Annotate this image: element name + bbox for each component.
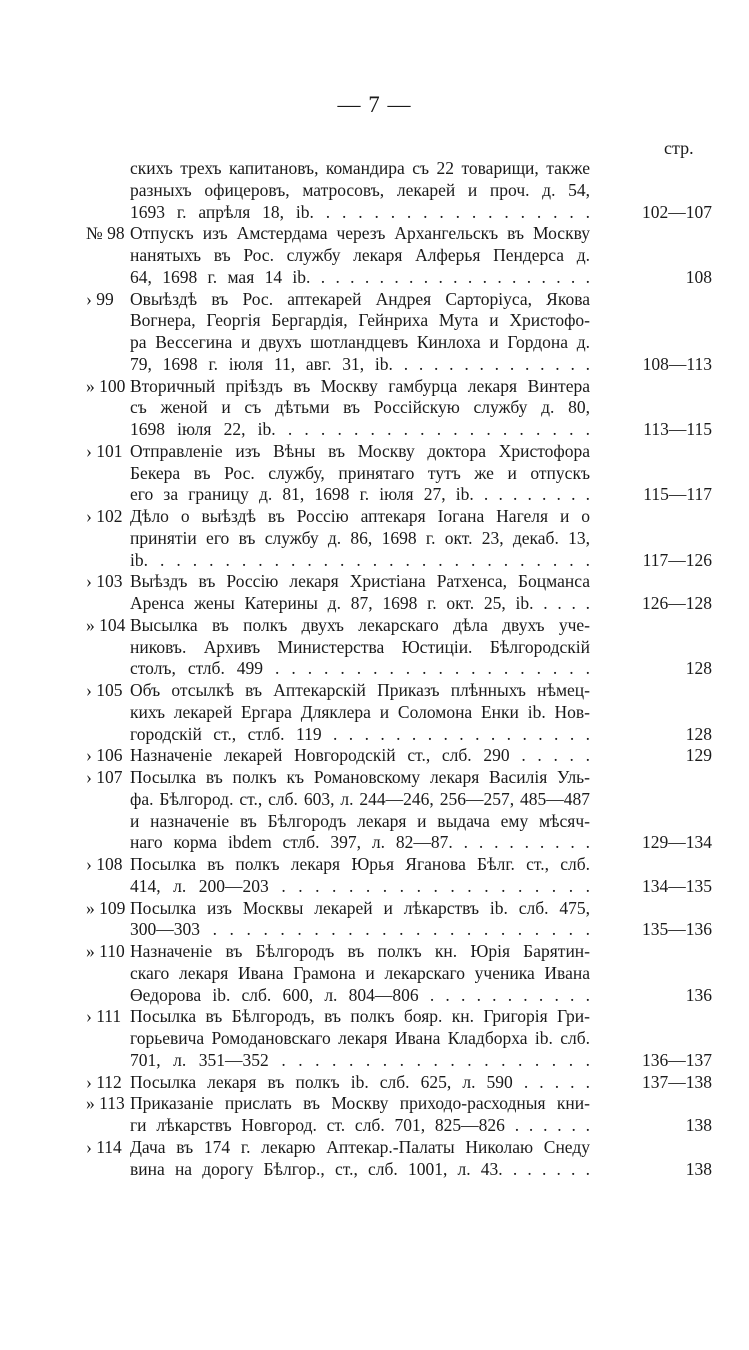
- entry-line: скихъ трехъ капитановъ, командира съ 22 товарищи, также: [130, 158, 590, 178]
- entry-line: Бекера въ Рос. службу, принятаго тутъ же и отпускъ: [130, 462, 590, 483]
- entry-line: фа. Бѣлгород. ст., слб. 603, л. 244—246, 256—257, 485—487: [130, 788, 590, 809]
- entry-page-range: 138: [685, 1158, 712, 1179]
- entry-page-range: 136: [685, 984, 712, 1005]
- entry-description: [130, 1137, 590, 1181]
- entry-line: Посылка въ Бѣлгородъ, въ полкъ бояр. кн. Григорія Гри-: [130, 1006, 590, 1027]
- entry-number: › 114: [86, 1136, 122, 1157]
- toc-entry: [86, 745, 712, 767]
- entry-line: и назначеніе въ Бѣлгородъ лекаря и выдача ему мѣсяч-: [130, 810, 590, 831]
- entry-page-range: 102—107: [642, 201, 712, 222]
- entry-line: городскій ст., стлб. 119 . . . . . . . . . . . . . . . . .: [130, 723, 590, 744]
- entry-page-range: 108—113: [642, 353, 712, 374]
- page-number: — 7 —: [337, 92, 412, 117]
- entry-line: никовъ. Архивъ Министерства Юстиціи. Бѣлгородскій: [130, 636, 590, 657]
- entry-line: Отправленіе изъ Вѣны въ Москву доктора Христофора: [130, 440, 590, 461]
- entry-number: » 100: [86, 375, 126, 396]
- entry-number: » 109: [86, 897, 126, 918]
- entry-description: [130, 376, 590, 441]
- entry-line: 414, л. 200—203 . . . . . . . . . . . . . . . . . . .: [130, 875, 590, 896]
- entry-line: Дѣло о выѣздѣ въ Россію аптекаря Іогана Нагеля и о: [130, 506, 590, 526]
- entry-number: › 103: [86, 571, 123, 592]
- entry-number: › 111: [86, 1006, 122, 1027]
- entry-page-range: 134—135: [642, 875, 712, 896]
- entry-description: [130, 289, 590, 376]
- entry-page-range: 137—138: [642, 1071, 712, 1092]
- entry-line: Вогнера, Георгія Бергардія, Гейнриха Мута и Христофо-: [130, 310, 590, 331]
- toc-entry: [86, 898, 712, 942]
- entry-page-range: 128: [685, 723, 712, 744]
- entry-description: [130, 680, 590, 745]
- entry-number: » 113: [86, 1093, 125, 1114]
- toc-entry: [86, 223, 712, 288]
- entry-number: › 102: [86, 506, 123, 526]
- entry-line: 64, 1698 г. мая 14 ib. . . . . . . . . . . . . . . . . . . .: [130, 266, 590, 287]
- entry-page-range: 115—117: [643, 484, 712, 505]
- entry-line: 1698 іюля 22, ib. . . . . . . . . . . . . . . . . . . .: [130, 419, 590, 439]
- toc-entry: [86, 441, 712, 506]
- entry-description: [130, 506, 590, 571]
- entry-line: Высылка въ полкъ двухъ лекарскаго дѣла двухъ уче-: [130, 614, 590, 635]
- toc-entry: [86, 158, 712, 223]
- entry-line: Дача въ 174 г. лекарю Аптекар.-Палаты Николаю Снеду: [130, 1136, 590, 1157]
- entry-line: принятіи его въ службу д. 86, 1698 г. окт. 23, декаб. 13,: [130, 527, 590, 548]
- toc-entry: [86, 571, 712, 615]
- entry-page-range: 126—128: [642, 593, 712, 613]
- entry-description: [130, 745, 590, 767]
- entry-number: » 104: [86, 614, 126, 635]
- entry-line: Отпускъ изъ Амстердама черезъ Архангельскъ въ Москву: [130, 223, 590, 244]
- toc-entry: [86, 1006, 712, 1071]
- entry-number: » 110: [86, 941, 125, 961]
- entry-line: Посылка лекаря въ полкъ ib. слб. 625, л. 590 . . . . .: [130, 1071, 590, 1092]
- entry-line: Аренса жены Катерины д. 87, 1698 г. окт. 25, ib. . . . .: [130, 593, 590, 613]
- entry-line: скаго лекаря Ивана Грамона и лекарскаго ученика Ивана: [130, 962, 590, 983]
- entry-line: нанятыхъ въ Рос. службу лекаря Алферья Пендерса д.: [130, 245, 590, 265]
- entry-line: наго корма ibdem стлб. 397, л. 82—87. . . . . . . . . .: [130, 832, 590, 853]
- entry-line: ра Вессегина и двухъ шотландцевъ Кинлоха и Гордона д.: [130, 332, 590, 352]
- entry-number: › 107: [86, 767, 123, 787]
- table-of-contents: [86, 158, 712, 1180]
- entry-line: Назначеніе лекарей Новгородскій ст., слб. 290 . . . . .: [130, 745, 590, 766]
- toc-entry: [86, 1137, 712, 1181]
- entry-line: кихъ лекарей Ергара Дляклера и Соломона Енки ib. Нов-: [130, 701, 590, 722]
- entry-description: [130, 1093, 590, 1137]
- toc-entry: [86, 854, 712, 898]
- entry-line: 79, 1698 г. іюля 11, авг. 31, ib. . . . . . . . . . . . . .: [130, 353, 590, 374]
- entry-number: [86, 158, 130, 223]
- entry-description: [130, 1072, 590, 1094]
- entry-description: [130, 854, 590, 898]
- toc-entry: [86, 680, 712, 745]
- toc-entry: [86, 615, 712, 680]
- toc-entry: [86, 1072, 712, 1094]
- entry-page-range: 138: [685, 1115, 712, 1135]
- entry-page-range: 135—136: [642, 919, 712, 940]
- entry-description: [130, 615, 590, 680]
- toc-entry: [86, 767, 712, 854]
- entry-page-range: 117—126: [642, 549, 712, 570]
- entry-line: 300—303 . . . . . . . . . . . . . . . . . . . . . . .: [130, 919, 590, 940]
- page-column-header: стр.: [664, 138, 694, 158]
- entry-line: Объ отсылкѣ въ Аптекарскій Приказъ плѣнныхъ нѣмец-: [130, 680, 590, 700]
- entry-line: 701, л. 351—352 . . . . . . . . . . . . . . . . . . .: [130, 1049, 590, 1070]
- entry-description: [130, 223, 590, 288]
- entry-page-range: 113—115: [643, 419, 712, 439]
- toc-entry: [86, 941, 712, 1006]
- entry-line: ги лѣкарствъ Новгород. ст. слб. 701, 825—826 . . . . . .: [130, 1115, 590, 1135]
- entry-line: его за границу д. 81, 1698 г. іюля 27, ib. . . . . . . . .: [130, 484, 590, 505]
- entry-description: [130, 571, 590, 615]
- entry-line: Приказаніе прислать въ Москву приходо-расходныя кни-: [130, 1093, 590, 1114]
- entry-line: съ женой и съ дѣтьми въ Россійскую службу д. 80,: [130, 397, 590, 418]
- entry-page-range: 129: [685, 745, 712, 766]
- entry-line: разныхъ офицеровъ, матросовъ, лекарей и проч. д. 54,: [130, 179, 590, 200]
- entry-number: › 101: [86, 440, 123, 461]
- entry-description: [130, 441, 590, 506]
- entry-number: № 98: [86, 223, 125, 244]
- entry-description: [130, 1006, 590, 1071]
- entry-line: Выѣздъ въ Россію лекаря Христіана Ратхенса, Боцманса: [130, 571, 590, 592]
- entry-number: › 105: [86, 680, 123, 700]
- entry-description: [130, 767, 590, 854]
- entry-description: [130, 941, 590, 1006]
- entry-line: 1693 г. апрѣля 18, ib. . . . . . . . . . . . . . . . . .: [130, 201, 590, 222]
- entry-page-range: 129—134: [642, 832, 712, 853]
- entry-line: Посылка изъ Москвы лекарей и лѣкарствъ ib. слб. 475,: [130, 897, 590, 918]
- entry-page-range: 136—137: [642, 1049, 712, 1070]
- toc-entry: [86, 506, 712, 571]
- entry-description: [130, 158, 590, 223]
- entry-number: › 112: [86, 1071, 122, 1092]
- entry-line: горьевича Ромодановскаго лекаря Ивана Кладборха ib. слб.: [130, 1028, 590, 1048]
- toc-entry: [86, 376, 712, 441]
- entry-page-range: 108: [685, 266, 712, 287]
- entry-page-range: 128: [685, 658, 712, 679]
- entry-description: [130, 898, 590, 942]
- toc-entry: [86, 1093, 712, 1137]
- entry-line: Өедорова ib. слб. 600, л. 804—806 . . . . . . . . . . .: [130, 984, 590, 1005]
- entry-line: Посылка въ полкъ лекаря Юрья Яганова Бѣлг. ст., слб.: [130, 854, 590, 874]
- entry-line: Вторичный пріѣздъ въ Москву гамбурца лекаря Винтера: [130, 375, 590, 396]
- entry-line: Назначеніе въ Бѣлгородъ въ полкъ кн. Юрія Барятин-: [130, 941, 590, 961]
- entry-number: › 99: [86, 288, 114, 309]
- toc-entry: [86, 289, 712, 376]
- entry-line: ib. . . . . . . . . . . . . . . . . . . . . . . . . . . .: [130, 549, 590, 570]
- entry-line: столъ, стлб. 499 . . . . . . . . . . . . . . . . . . . .: [130, 658, 590, 679]
- entry-line: Овыѣздѣ въ Рос. аптекарей Андрея Сарторіуса, Якова: [130, 288, 590, 309]
- entry-number: › 108: [86, 854, 123, 874]
- entry-line: вина на дорогу Бѣлгор., ст., слб. 1001, л. 43. . . . . . .: [130, 1158, 590, 1179]
- entry-number: › 106: [86, 745, 123, 766]
- entry-line: Посылка въ полкъ къ Романовскому лекаря Василія Уль-: [130, 767, 590, 787]
